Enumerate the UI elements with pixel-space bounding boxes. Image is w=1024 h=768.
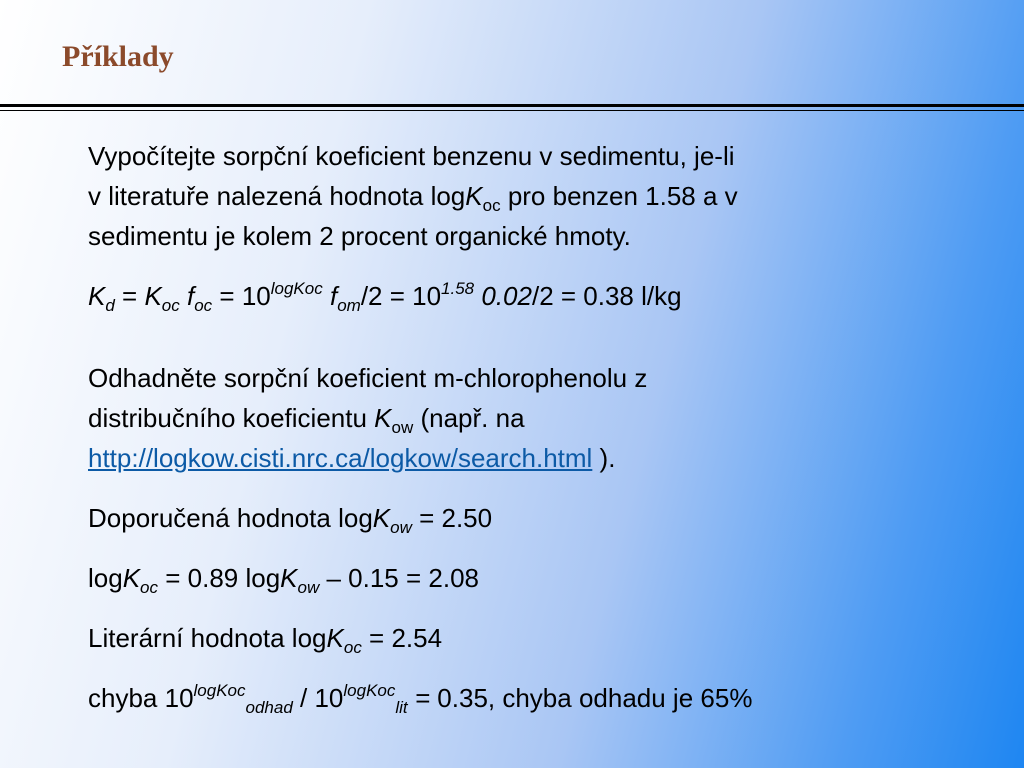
logkoc-superscript: logKoc	[343, 681, 396, 700]
error-line	[88, 678, 988, 718]
oc-subscript: oc	[343, 638, 362, 657]
literature-value: = 2.54	[361, 623, 443, 653]
equation-result: – 0.15 = 2.08	[319, 563, 479, 593]
literature-label: Literární hodnota log	[88, 623, 327, 653]
oc-subscript: oc	[482, 196, 501, 215]
problem-2-line-2-end: (např. na	[413, 403, 525, 433]
problem-2-line-2: distribučního koeficientu	[88, 403, 375, 433]
foc-subscript: oc	[194, 296, 213, 315]
k-symbol: K	[280, 563, 298, 593]
equals-10: = 10	[212, 281, 271, 311]
odhad-subscript: odhad	[245, 698, 293, 717]
equation-part: = 0.89 log	[158, 563, 281, 593]
problem-1-line-2: v literatuře nalezená hodnota log	[88, 181, 466, 211]
om-subscript: om	[337, 296, 361, 315]
logkow-link[interactable]: http://logkow.cisti.nrc.ca/logkow/search.html	[88, 443, 593, 473]
ow-subscript: ow	[390, 518, 412, 537]
koc-symbol: K	[144, 281, 162, 311]
exponent-value: 1.58	[441, 279, 475, 298]
link-suffix: ).	[592, 443, 616, 473]
equals: =	[114, 281, 145, 311]
ow-subscript: ow	[391, 418, 414, 437]
title-divider	[0, 104, 1024, 111]
slide-title: Příklady	[62, 40, 174, 73]
log-text: log	[88, 563, 123, 593]
problem-1-line-2-end: pro benzen 1.58 a v	[500, 181, 738, 211]
ten: 10	[314, 683, 344, 713]
fom-value: 0.02	[474, 281, 532, 311]
logkoc-superscript: logKoc	[270, 279, 323, 298]
d-subscript: d	[105, 296, 115, 315]
oc-subscript: oc	[161, 296, 180, 315]
problem-2-text	[88, 358, 988, 478]
recommended-value: = 2.50	[411, 503, 493, 533]
equation-part: /2 = 10	[360, 281, 442, 311]
fom-symbol: f	[322, 281, 338, 311]
problem-1-text	[88, 136, 988, 256]
problem-1-line-3: sedimentu je kolem 2 procent organické hmoty.	[88, 221, 631, 251]
k-symbol: K	[465, 181, 483, 211]
equals: =	[407, 683, 438, 713]
f-symbol: f	[179, 281, 195, 311]
recommended-value-line	[88, 498, 988, 538]
error-label: chyba 10	[88, 683, 194, 713]
logkoc-equation	[88, 558, 988, 598]
kd-symbol: K	[88, 281, 106, 311]
equation-kd	[88, 276, 988, 316]
problem-1-line-1: Vypočítejte sorpční koeficient benzenu v sedimentu, je-li	[88, 141, 735, 171]
k-symbol: K	[326, 623, 344, 653]
k-symbol: K	[122, 563, 141, 593]
lit-subscript: lit	[395, 698, 408, 717]
oc-subscript: oc	[140, 578, 159, 597]
logkoc-superscript: logKoc	[193, 681, 246, 700]
k-symbol: K	[372, 503, 391, 533]
error-result: 0.35, chyba odhadu je 65%	[437, 683, 753, 713]
literature-value-line	[88, 618, 988, 658]
slide-content	[88, 136, 988, 718]
ow-subscript: ow	[297, 578, 320, 597]
problem-2-line-1: Odhadněte sorpční koeficient m-chlorophenolu z	[88, 363, 648, 393]
recommended-label: Doporučená hodnota log	[88, 503, 373, 533]
division-slash: /	[292, 683, 315, 713]
k-symbol: K	[374, 403, 392, 433]
equation-result: /2 = 0.38 l/kg	[531, 281, 682, 311]
